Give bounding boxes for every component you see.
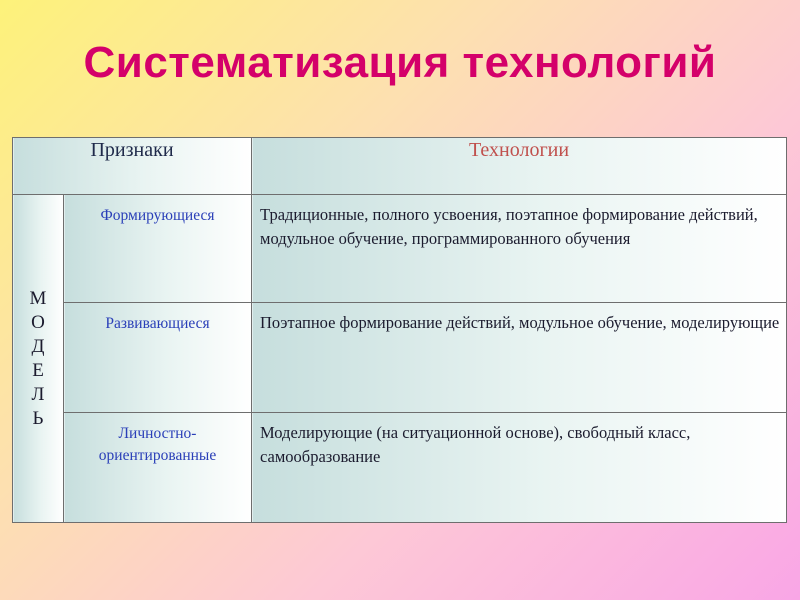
category-forming: Формирующиеся bbox=[64, 195, 252, 303]
table-row bbox=[13, 303, 787, 413]
model-vertical-label bbox=[13, 195, 64, 523]
model-letter: М bbox=[29, 287, 47, 309]
model-letter: Е bbox=[32, 359, 44, 381]
technologies-developing: Поэтапное формирование действий, модульное обучение, моделирующие bbox=[252, 303, 787, 413]
slide-title: Систематизация технологий bbox=[83, 38, 717, 87]
category-developing: Развивающиеся bbox=[64, 303, 252, 413]
category-personality-oriented: Личностно-ориентированные bbox=[64, 413, 252, 523]
table-header-row bbox=[13, 138, 787, 195]
model-letter: О bbox=[31, 311, 45, 333]
model-letter: Д bbox=[31, 335, 45, 357]
technologies-forming: Традиционные, полного усвоения, поэтапное формирование действий, модульное обучение, программированного обучения bbox=[252, 195, 787, 303]
table-row bbox=[13, 195, 787, 303]
header-technologies: Технологии bbox=[252, 138, 787, 195]
table-row bbox=[13, 413, 787, 523]
header-features: Признаки bbox=[13, 138, 252, 195]
technologies-personality-oriented: Моделирующие (на ситуационной основе), свободный класс, самообразование bbox=[252, 413, 787, 523]
technology-table bbox=[12, 137, 787, 523]
model-letter: Л bbox=[31, 383, 45, 405]
model-letter: Ь bbox=[32, 407, 44, 429]
